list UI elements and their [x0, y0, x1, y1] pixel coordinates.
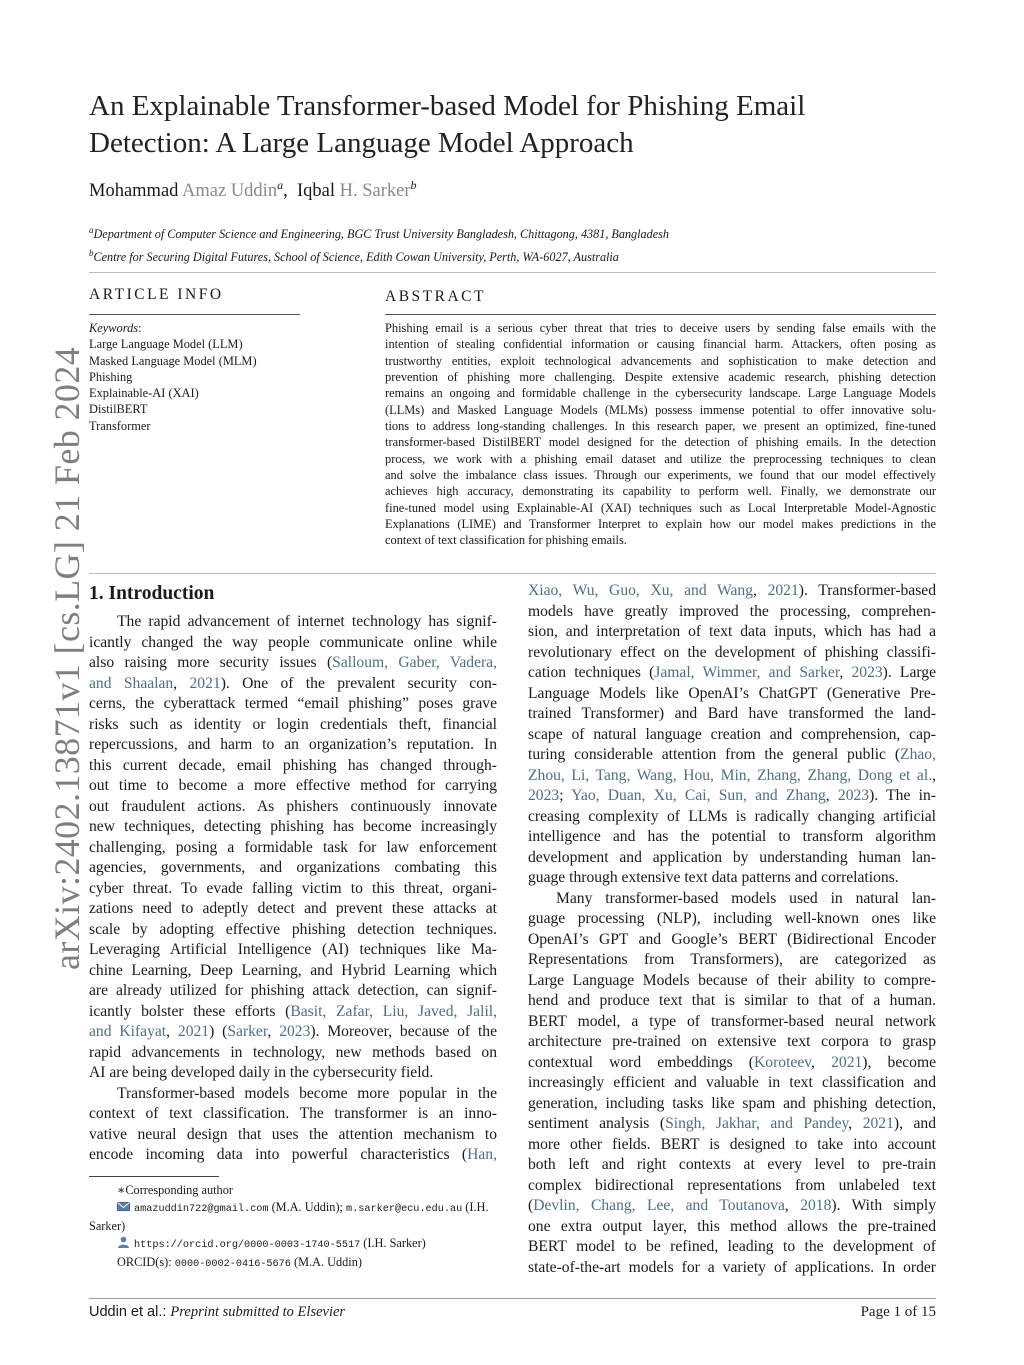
footer-journal: Preprint submitted to Elsevier — [170, 1304, 346, 1320]
citation-link[interactable]: 2021 — [189, 674, 221, 692]
body-line: BERT model to be refined, leading to the development of — [528, 1238, 936, 1255]
author-1-sup: a — [277, 178, 284, 192]
abstract-line: fine-tuned model using Explainable-AI (XAI) techniques such as Local Interpretable Model-Agnostic — [385, 500, 936, 515]
citation-link[interactable]: 2021 — [862, 1115, 894, 1132]
author-list — [89, 178, 417, 202]
body-line: guage processing (NLP), including well-known ones like — [528, 910, 936, 927]
body-line: Many transformer-based models used in natural lan- — [556, 889, 936, 907]
citation-link[interactable]: Singh, Jakhar, and Pandey — [665, 1115, 849, 1132]
body-line: Transformer-based models become more popular in the — [117, 1084, 497, 1102]
citation-link[interactable]: 2021 — [767, 582, 799, 599]
body-line: are already utilized for phishing attack detection, can signif- — [89, 982, 497, 999]
body-line: cyber threat. To evade falling victim to this threat, organi- — [89, 879, 497, 897]
title-line: An Explainable Transformer-based Model for Phishing Email — [89, 90, 806, 122]
footnote-star: ∗ — [117, 1183, 126, 1197]
body-line: The rapid advancement of internet technology has signif- — [117, 613, 497, 630]
body-line: icantly bolster these efforts (Basit, Zafar, Liu, Javed, Jalil, — [89, 1002, 497, 1020]
keyword: Masked Language Model (MLM) — [89, 353, 257, 368]
citation-link[interactable]: Sarker — [227, 1023, 268, 1040]
body-line: sion, and interpretation of text data inputs, which has had a — [528, 623, 936, 640]
body-line: sentiment analysis (Singh, Jakhar, and Pandey, 2021), and — [528, 1115, 936, 1132]
divider — [89, 314, 300, 315]
citation-link[interactable]: 2018 — [800, 1197, 832, 1214]
body-line: cation techniques (Jamal, Wimmer, and Sarker, 2023). Large — [528, 664, 936, 681]
footnotes — [89, 1182, 497, 1274]
abstract-line: transformer-based DistilBERT model designed for the detection of phishing emails. In the detection — [385, 435, 936, 450]
keywords-label-row — [89, 320, 257, 336]
orcid-owner: (I.H. Sarker) — [363, 1235, 426, 1250]
body-line: scale by adopting effective phishing detection techniques. — [89, 920, 497, 938]
body-column-right — [528, 581, 936, 1278]
abstract-line: tions to address long-standing challenges. In this research paper, we present an optimized, fine-tuned — [385, 419, 936, 434]
keyword: Phishing — [89, 369, 133, 384]
body-line: out time to become a more effective method for carrying — [89, 777, 497, 794]
footnote-corresponding — [89, 1182, 497, 1199]
body-line: intelligence and has the potential to transform algorithm — [528, 828, 936, 845]
footer-running-head — [89, 1304, 345, 1321]
body-line: scape of natural language creation and comprehension, cap- — [528, 725, 936, 743]
body-line: new techniques, detecting phishing has become increasingly — [89, 818, 497, 835]
citation-link[interactable]: Basit, Zafar, Liu, Javed, Jalil, — [290, 1002, 497, 1020]
arxiv-stamp-text[interactable]: arXiv:2402.13871v1 [cs.LG] 21 Feb 2024 — [47, 346, 87, 970]
keyword: Large Language Model (LLM) — [89, 337, 243, 352]
abstract-line: prevention of phishing more challenging. Despite extensive academic research, phishing detection — [385, 370, 936, 385]
body-line: cerns, the cyberattack termed “email phishing” poses grave — [89, 695, 497, 712]
citation-link[interactable]: and Shaalan — [89, 674, 174, 692]
body-line: Representations from Transformers), are categorized as — [528, 951, 936, 968]
citation-link[interactable]: Koroteev — [754, 1053, 812, 1071]
body-line: models have greatly improved the processing, comprehen- — [528, 602, 936, 620]
email-owner-1: (M.A. Uddin); — [271, 1199, 343, 1214]
body-line: rapid advancements in technology, new methods based on — [89, 1043, 497, 1061]
affiliations — [89, 221, 669, 267]
keywords-block — [89, 320, 257, 434]
citation-link[interactable]: Zhou, Li, Tang, Wang, Hou, Min, Zhang, Zhang, Dong et al. — [528, 766, 933, 784]
body-line: 2023; Yao, Duan, Xu, Cai, Sun, and Zhang, 2023). The in- — [528, 787, 936, 804]
orcid-link[interactable]: https://orcid.org/0000-0003-1740-5517 — [134, 1239, 361, 1251]
abstract-line: achieves high accuracy, demonstrating its capability to perform well. Finally, we demonstrate our — [385, 484, 936, 499]
body-line: also raising more security issues (Salloum, Gaber, Vadera, — [89, 654, 497, 671]
page-number: Page 1 of 15 — [860, 1304, 936, 1320]
body-line: and Kifayat, 2021) (Sarker, 2023). Moreover, because of the — [89, 1023, 497, 1040]
abstract-line: remains an ongoing and formidable challenge in the cybersecurity landscape. Large Language Models — [385, 386, 936, 401]
citation-link[interactable]: Devlin, Chang, Lee, and Toutanova — [533, 1197, 785, 1214]
article-info-heading: ARTICLE INFO — [89, 286, 224, 303]
abstract-line: intention of stealing confidential information or causing financial harm. Attackers, often posing as — [385, 337, 936, 352]
body-line: revolutionary effect on the development of phishing classifi- — [528, 643, 936, 661]
body-line: Language Models like OpenAI’s ChatGPT (Generative Pre- — [528, 684, 936, 702]
citation-link[interactable]: 2021 — [177, 1023, 210, 1040]
keyword: DistilBERT — [89, 402, 148, 417]
author-2-first: Iqbal — [296, 181, 335, 202]
abstract-line: trustworthy entities, exploit technological advancements and sophistication to make detection and — [385, 353, 936, 368]
abstract-body — [385, 320, 936, 549]
citation-link[interactable]: 2023 — [279, 1023, 311, 1040]
divider — [89, 272, 936, 273]
footer-authors: Uddin et al.: — [89, 1304, 167, 1320]
footnote-orcid-url — [89, 1235, 497, 1255]
citation-link[interactable]: 2023 — [851, 664, 883, 681]
citation-link[interactable]: and Kifayat — [89, 1023, 167, 1040]
abstract-line: context of text classification for phishing emails. — [385, 533, 627, 548]
footnote-emails — [89, 1199, 497, 1219]
citation-link[interactable]: Xiao, Wu, Guo, Xu, and Wang — [528, 582, 753, 599]
affiliation — [89, 244, 669, 267]
keyword: Explainable-AI (XAI) — [89, 386, 199, 401]
body-line: turing considerable attention from the general public (Zhao, — [528, 746, 936, 763]
abstract-line: and solve the imbalance class issues. Through our experiments, we found that our model effectively — [385, 468, 936, 483]
abstract-line: (LLMs) and Masked Language Models (MLMs) possess immense potential to offer innovative solu- — [385, 402, 936, 417]
affiliation-text: Department of Computer Science and Engineering, BGC Trust University Bangladesh, Chittagong, 4381, Bangladesh — [93, 227, 669, 242]
body-line: complex bidirectional representations from unlabeled text — [528, 1176, 936, 1194]
body-line: chine Learning, Deep Learning, and Hybrid Learning which — [89, 961, 497, 979]
email-link-1[interactable]: amazuddin722@gmail.com — [134, 1203, 269, 1215]
body-line: repercussions, and harm to an organization’s reputation. In — [89, 736, 497, 753]
body-line: creasing complexity of LLMs is radically changing artificial — [528, 807, 936, 825]
author-separator: , — [283, 181, 288, 202]
footnote-emails-cont: Sarker) — [89, 1219, 126, 1233]
section-heading-introduction: 1. Introduction — [89, 583, 215, 604]
keywords-label: Keywords — [89, 321, 139, 335]
email-link-2[interactable]: m.sarker@ecu.edu.au — [346, 1203, 463, 1215]
citation-link[interactable]: 2021 — [831, 1053, 863, 1071]
body-line: out fraudulent actions. As phishers continuously innovate — [89, 797, 497, 815]
body-line: encode incoming data into powerful characteristics (Han, — [89, 1146, 497, 1163]
body-line: vative neural design that uses the attention mechanism to — [89, 1125, 497, 1143]
citation-link[interactable]: Salloum, Gaber, Vadera, — [332, 654, 497, 671]
body-line: contextual word embeddings (Koroteev, 2021), become — [528, 1053, 936, 1071]
body-line: more other fields. BERT is designed to take into account — [528, 1135, 936, 1153]
orcid-label: ORCID(s): — [117, 1255, 172, 1269]
affiliation-sup: b — [89, 248, 94, 259]
citation-link[interactable]: 2023 — [837, 787, 870, 804]
body-line: OpenAI’s GPT and Google’s BERT (Bidirectional Encoder — [528, 930, 936, 948]
body-line: and Shaalan, 2021). One of the prevalent security con- — [89, 674, 497, 692]
affiliation-sup: a — [89, 225, 94, 235]
body-line: state-of-the-art models for a variety of applications. In order — [528, 1258, 936, 1276]
body-line: trained Transformer) and Bard have transformed the land- — [528, 705, 936, 722]
arxiv-stamp[interactable] — [20, 346, 87, 970]
body-line: increasingly efficient and valuable in text classification and — [528, 1074, 936, 1091]
body-line: agencies, governments, and organizations combating this — [89, 859, 497, 876]
body-line: context of text classification. The transformer is an inno- — [89, 1105, 497, 1122]
body-line: risks such as identity or login credentials theft, financial — [89, 715, 497, 733]
body-line: challenging, posing a formidable task for law enforcement — [89, 838, 497, 856]
email-icon — [117, 1200, 130, 1212]
paper-title — [89, 88, 889, 162]
affiliation-text: Centre for Securing Digital Futures, School of Science, Edith Cowan University, Perth, WA-6027, Australia — [93, 250, 619, 265]
abstract-line: Phishing email is a serious cyber threat that tries to deceive users by sending false emails with the — [385, 321, 936, 335]
divider — [89, 573, 936, 574]
body-line: development and application by understanding human lan- — [528, 848, 936, 866]
body-line: both left and right contexts at every level to pre-train — [528, 1156, 936, 1173]
body-line: Large Language Models because of their ability to compre- — [528, 971, 936, 989]
orcid-id-owner: (M.A. Uddin) — [293, 1255, 362, 1269]
body-line: generation, including tasks like spam and phishing detection, — [528, 1094, 936, 1112]
body-column-left — [89, 612, 497, 1166]
affiliation — [89, 221, 669, 244]
orcid-id: 0000-0002-0416-5676 — [174, 1259, 291, 1270]
title-line: Detection: A Large Language Model Approach — [89, 127, 634, 159]
citation-link[interactable]: Yao, Duan, Xu, Cai, Sun, and Zhang — [571, 787, 826, 804]
citation-link[interactable]: Zhao, — [900, 746, 936, 763]
body-line: this current decade, email phishing has changed through- — [89, 756, 497, 774]
body-line: architecture pre-trained on extensive text corpora to grasp — [528, 1033, 936, 1050]
footnote-orcid-ids — [89, 1254, 497, 1274]
citation-link[interactable]: Han, — [467, 1146, 497, 1163]
footnote-divider — [89, 1176, 219, 1177]
footnote-corresponding-text: Corresponding author — [125, 1183, 233, 1197]
body-line: Leveraging Artificial Intelligence (AI) techniques like Ma- — [89, 941, 497, 958]
keywords-colon: : — [138, 321, 142, 335]
keyword: Transformer — [89, 418, 151, 433]
body-line: BERT model, a type of transformer-based neural network — [528, 1012, 936, 1030]
abstract-line: process, we work with a phishing email dataset and utilize the preprocessing techniques to clean — [385, 451, 936, 466]
body-line: icantly changed the way people communicate online while — [89, 633, 497, 651]
author-2-sup: b — [410, 178, 417, 192]
person-icon — [117, 1236, 130, 1248]
body-line: (Devlin, Chang, Lee, and Toutanova, 2018). With simply — [528, 1197, 936, 1214]
body-line: hend and produce text that is similar to that of a human. — [528, 992, 936, 1009]
citation-link[interactable]: Jamal, Wimmer, and Sarker — [654, 664, 840, 681]
body-line: guage through extensive text data patterns and correlations. — [528, 869, 899, 886]
abstract-line: Explanations (LIME) and Transformer Interpret to explain how our model makes predictions in the — [385, 517, 936, 532]
author-1-first: Mohammad — [89, 181, 179, 202]
footer-divider — [89, 1298, 936, 1299]
citation-link[interactable]: 2023 — [528, 787, 560, 804]
email-owner-2: (I.H. — [465, 1199, 489, 1214]
divider — [385, 314, 936, 315]
abstract-heading: ABSTRACT — [385, 288, 486, 305]
author-2-link[interactable]: H. Sarker — [339, 181, 411, 202]
body-line: Zhou, Li, Tang, Wang, Hou, Min, Zhang, Zhang, Dong et al., — [528, 766, 936, 784]
body-line: AI are being developed daily in the cybersecurity field. — [89, 1064, 434, 1081]
body-line: one extra output layer, this method allows the pre-trained — [528, 1217, 936, 1235]
author-1-link[interactable]: Amaz Uddin — [182, 181, 278, 202]
body-line: Xiao, Wu, Guo, Xu, and Wang, 2021). Transformer-based — [528, 582, 936, 599]
body-line: zations need to adeptly detect and prevent these attacks at — [89, 900, 497, 917]
